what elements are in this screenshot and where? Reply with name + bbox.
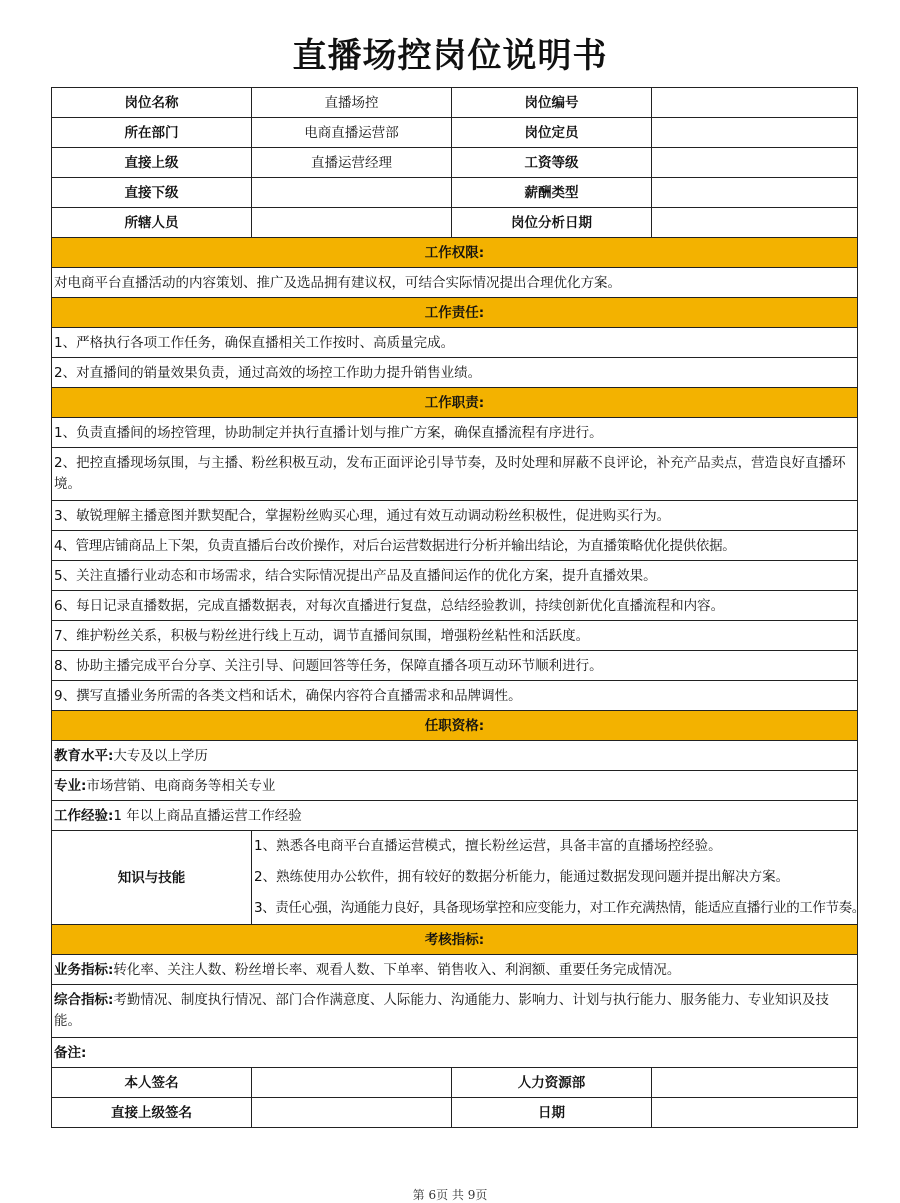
field-label: 直接上级 <box>52 148 252 178</box>
basic-info-row <box>52 88 858 118</box>
field-label: 岗位定员 <box>452 118 652 148</box>
field-value[interactable]: 直播场控 <box>252 88 452 118</box>
responsibility-item: 2、对直播间的销量效果负责，通过高效的场控工作助力提升销售业绩。 <box>52 358 858 388</box>
duty-item: 2、把控直播现场氛围，与主播、粉丝积极互动，发布正面评论引导节奏，及时处理和屏蔽不良评论，补充产品卖点，营造良好直播环境。 <box>52 448 858 501</box>
skills-label: 知识与技能 <box>52 831 252 925</box>
field-label: 岗位名称 <box>52 88 252 118</box>
signature-row <box>52 1098 858 1128</box>
experience-label: 工作经验: <box>54 807 114 824</box>
basic-info-row <box>52 208 858 238</box>
duty-item: 1、负责直播间的场控管理，协助制定并执行直播计划与推广方案，确保直播流程有序进行。 <box>52 418 858 448</box>
section-header-duties: 工作职责: <box>52 388 858 418</box>
skill-item: 3、责任心强，沟通能力良好，具备现场掌控和应变能力，对工作充满热情，能适应直播行业的工作节奏。 <box>254 900 865 916</box>
skill-item: 1、熟悉各电商平台直播运营模式，擅长粉丝运营，具备丰富的直播场控经验。 <box>254 838 722 854</box>
self-signature-label: 本人签名 <box>52 1068 252 1098</box>
experience-value: 1 年以上商品直播运营工作经验 <box>113 807 302 824</box>
field-value[interactable]: 电商直播运营部 <box>252 118 452 148</box>
education-value: 大专及以上学历 <box>113 747 208 764</box>
business-metrics-row <box>52 955 858 985</box>
skills-list <box>252 831 865 925</box>
major-value: 市场营销、电商商务等相关专业 <box>86 777 276 794</box>
business-metrics-label: 业务指标: <box>54 961 114 978</box>
duty-item: 6、每日记录直播数据，完成直播数据表，对每次直播进行复盘，总结经验教训，持续创新优化直播流程和内容。 <box>52 591 858 621</box>
skills-row <box>52 831 858 925</box>
hr-signature-field[interactable] <box>652 1068 858 1098</box>
superior-signature-label: 直接上级签名 <box>52 1098 252 1128</box>
authority-text: 对电商平台直播活动的内容策划、推广及选品拥有建议权，可结合实际情况提出合理优化方案。 <box>52 268 858 298</box>
field-label: 所辖人员 <box>52 208 252 238</box>
field-value[interactable] <box>652 88 858 118</box>
field-label: 所在部门 <box>52 118 252 148</box>
section-header-authority: 工作权限: <box>52 238 858 268</box>
education-row <box>52 741 858 771</box>
signature-row <box>52 1068 858 1098</box>
field-value[interactable] <box>252 178 452 208</box>
overall-metrics-label: 综合指标: <box>54 992 114 1008</box>
document-title: 直播场控岗位说明书 <box>292 36 608 76</box>
basic-info-row <box>52 148 858 178</box>
self-signature-field[interactable] <box>252 1068 452 1098</box>
job-description-table <box>51 87 865 1128</box>
duty-item: 8、协助主播完成平台分享、关注引导、问题回答等任务，保障直播各项互动环节顺利进行。 <box>52 651 858 681</box>
field-label: 岗位分析日期 <box>452 208 652 238</box>
field-label: 薪酬类型 <box>452 178 652 208</box>
field-value[interactable] <box>252 208 452 238</box>
section-header-responsibility: 工作责任: <box>52 298 858 328</box>
field-value[interactable] <box>652 118 858 148</box>
field-label: 直接下级 <box>52 178 252 208</box>
duty-item: 7、维护粉丝关系，积极与粉丝进行线上互动，调节直播间氛围，增强粉丝粘性和活跃度。 <box>52 621 858 651</box>
hr-label: 人力资源部 <box>452 1068 652 1098</box>
field-value[interactable]: 直播运营经理 <box>252 148 452 178</box>
date-label: 日期 <box>452 1098 652 1128</box>
major-label: 专业: <box>54 777 87 794</box>
responsibility-item: 1、严格执行各项工作任务，确保直播相关工作按时、高质量完成。 <box>52 328 858 358</box>
remarks-label[interactable]: 备注: <box>52 1038 858 1068</box>
duty-item: 3、敏锐理解主播意图并默契配合，掌握粉丝购买心理，通过有效互动调动粉丝积极性，促进购买行为。 <box>52 501 858 531</box>
field-label: 岗位编号 <box>452 88 652 118</box>
section-header-assessment: 考核指标: <box>52 925 858 955</box>
field-value[interactable] <box>652 148 858 178</box>
experience-row <box>52 801 858 831</box>
basic-info-row <box>52 118 858 148</box>
field-value[interactable] <box>652 178 858 208</box>
field-value[interactable] <box>652 208 858 238</box>
overall-metrics-value: 考勤情况、制度执行情况、部门合作满意度、人际能力、沟通能力、影响力、计划与执行能力、服务能力、专业知识及技能。 <box>54 992 829 1029</box>
business-metrics-value: 转化率、关注人数、粉丝增长率、观看人数、下单率、销售收入、利润额、重要任务完成情况。 <box>113 961 681 978</box>
duty-item: 4、管理店铺商品上下架，负责直播后台改价操作，对后台运营数据进行分析并输出结论，为直播策略优化提供依据。 <box>52 531 858 561</box>
section-header-qualifications: 任职资格: <box>52 711 858 741</box>
duty-item: 5、关注直播行业动态和市场需求，结合实际情况提出产品及直播间运作的优化方案，提升直播效果。 <box>52 561 858 591</box>
skill-item: 2、熟练使用办公软件，拥有较好的数据分析能力，能通过数据发现问题并提出解决方案。 <box>254 869 790 885</box>
overall-metrics-row <box>52 985 858 1038</box>
education-label: 教育水平: <box>54 747 114 764</box>
major-row <box>52 771 858 801</box>
basic-info-row <box>52 178 858 208</box>
duty-item: 9、撰写直播业务所需的各类文档和话术，确保内容符合直播需求和品牌调性。 <box>52 681 858 711</box>
date-field[interactable] <box>652 1098 858 1128</box>
superior-signature-field[interactable] <box>252 1098 452 1128</box>
field-label: 工资等级 <box>452 148 652 178</box>
page-footer: 第 6页 共 9页 <box>412 1188 488 1202</box>
